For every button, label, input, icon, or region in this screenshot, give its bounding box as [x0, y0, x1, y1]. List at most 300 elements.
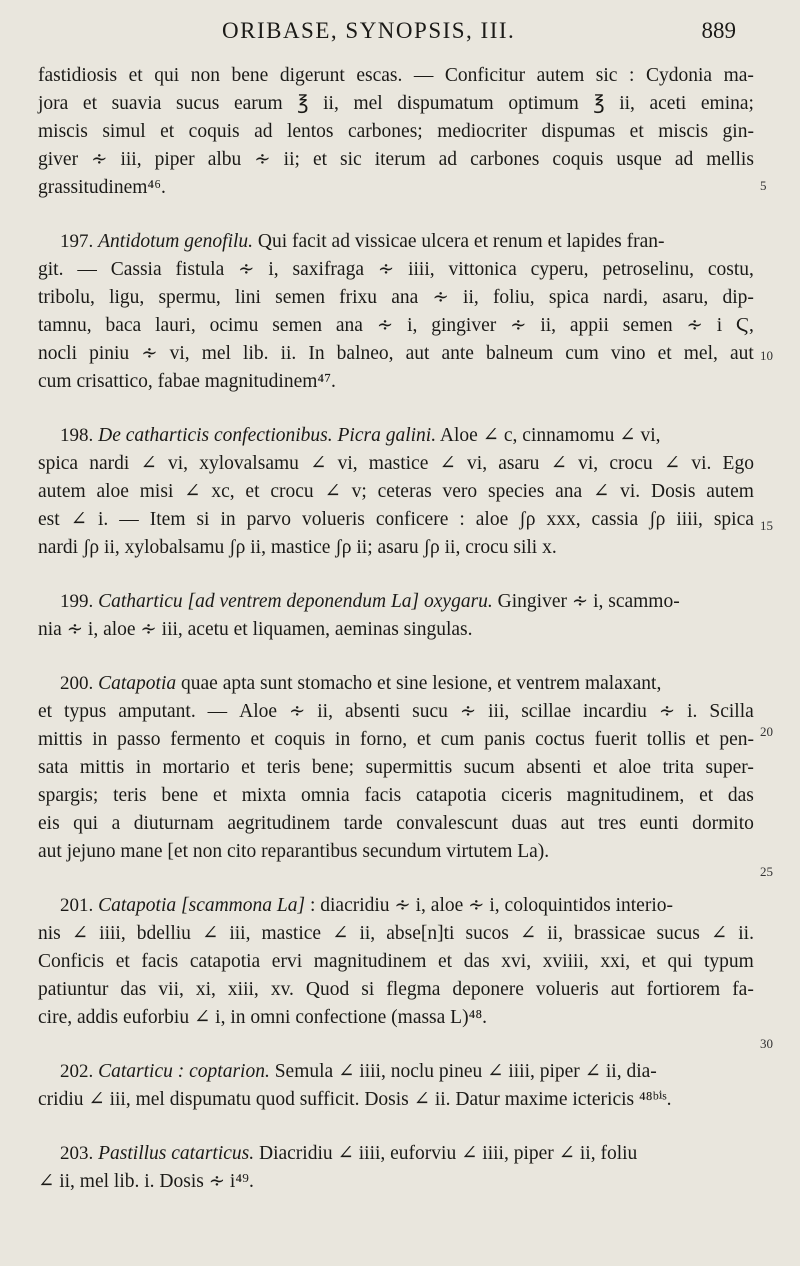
word: coquis: [552, 149, 604, 170]
word: optimum: [508, 93, 579, 114]
word: Ϛ,: [736, 315, 754, 336]
word: panis: [484, 729, 526, 750]
word: tres: [598, 813, 627, 834]
word: xc,: [211, 481, 235, 502]
section-title: Antidotum genofilu.: [98, 231, 254, 252]
word: et: [312, 149, 328, 170]
word: cum: [565, 343, 599, 364]
page-header: [0, 18, 800, 50]
word: iiii,: [676, 509, 703, 530]
word: crocu: [609, 453, 653, 474]
word: spica: [548, 287, 589, 308]
word: scillae: [521, 701, 572, 722]
word: tamnu,: [38, 315, 92, 336]
section-number: 202.: [60, 1061, 94, 1082]
word: typum: [703, 951, 754, 972]
text-line: [38, 698, 754, 726]
word: ii,: [323, 93, 339, 114]
word: tarde: [343, 813, 383, 834]
word: autem: [536, 65, 585, 86]
word: autem: [706, 481, 754, 502]
word: et: [250, 729, 265, 750]
word: ceteras: [377, 481, 432, 502]
word: forno,: [359, 729, 408, 750]
word: Item: [149, 509, 186, 530]
text-line: cire, addis euforbiu ∠ i, in omni confectione (massa L)⁴⁸.: [38, 1007, 488, 1028]
word: et: [641, 951, 656, 972]
text-line: [38, 478, 754, 506]
word: dispumatum: [397, 93, 494, 114]
word: ii,: [317, 701, 333, 722]
word: qui: [154, 65, 180, 86]
text-line: [38, 754, 754, 782]
word: et: [699, 785, 714, 806]
word: piniu: [89, 343, 130, 364]
word: in: [92, 729, 108, 750]
section-number: 197.: [60, 231, 94, 252]
word: ma-: [723, 65, 754, 86]
word: in: [220, 509, 236, 530]
word: balneum: [486, 343, 554, 364]
word: omnia: [300, 785, 350, 806]
word: ℥: [297, 93, 309, 114]
word: ∻: [432, 287, 449, 308]
text-line: [38, 588, 754, 616]
word: mediocriter: [437, 121, 528, 142]
word: vi,: [168, 453, 189, 474]
section-title: Catapotia: [98, 673, 177, 694]
word: incardiu: [582, 701, 647, 722]
word: et: [212, 785, 228, 806]
text-line: [38, 284, 754, 312]
word: trita: [662, 757, 694, 778]
word: :: [629, 65, 635, 86]
margin-line-number: 20: [760, 724, 773, 739]
text-line: [38, 948, 754, 976]
word: ervi: [271, 951, 303, 972]
word: xxi,: [600, 951, 631, 972]
word: et: [245, 481, 260, 502]
text-line: [38, 1058, 754, 1086]
text-line: cum crisattico, fabae magnitudinem⁴⁷.: [38, 371, 336, 392]
word: cum: [440, 729, 475, 750]
word: ii.: [280, 343, 297, 364]
word: semen: [275, 287, 325, 308]
section-number: 203.: [60, 1143, 94, 1164]
word: bdelliu: [136, 923, 191, 944]
section-title: Catharticu: [98, 591, 183, 612]
paragraph-201: [38, 892, 754, 1032]
margin-line-number: 25: [760, 864, 773, 879]
word: lentos: [286, 121, 334, 142]
word: autem: [38, 481, 86, 502]
word: v;: [351, 481, 367, 502]
word: bene: [231, 65, 269, 86]
word: volueris: [535, 979, 599, 1000]
word: carbones: [470, 149, 540, 170]
section-title: Catarticu : coptarion.: [98, 1061, 270, 1082]
word: aut: [405, 343, 430, 364]
word: vi,: [578, 453, 599, 474]
word: coctus: [535, 729, 585, 750]
word: eunti: [639, 813, 679, 834]
word: eis: [38, 813, 60, 834]
word: nis: [38, 923, 61, 944]
word: aloe: [475, 509, 509, 530]
word: ∠: [663, 453, 681, 474]
word: teris: [266, 757, 301, 778]
word: ∻: [510, 315, 527, 336]
word: et: [695, 729, 710, 750]
word: ii,: [540, 315, 557, 336]
word: vi.: [620, 481, 641, 502]
word: gin-: [722, 121, 754, 142]
word: jora: [38, 93, 69, 114]
word: miscis: [658, 121, 709, 142]
word: —: [77, 259, 97, 280]
word: abse[n]ti: [386, 923, 455, 944]
section-title-bracket: [ad ventrem deponendum La]: [187, 591, 420, 612]
paragraph-200: [38, 670, 754, 866]
text-segment: Aloe ∠ c, cinnamomu ∠ vi,: [439, 425, 661, 446]
word: absenti: [344, 701, 401, 722]
text-line: [38, 726, 754, 754]
word: duas: [511, 813, 548, 834]
word: ∠: [71, 923, 89, 944]
word: sucus: [656, 923, 700, 944]
text-segment: quae apta sunt stomacho et sine lesione, et ventrem malaxant,: [181, 673, 662, 694]
word: xviiii,: [542, 951, 589, 972]
word: flegma: [386, 979, 441, 1000]
word: —: [207, 701, 228, 722]
word: et: [128, 65, 143, 86]
word: xvi,: [501, 951, 532, 972]
word: et: [241, 757, 256, 778]
word: cyperu,: [530, 259, 589, 280]
paragraph-197: [38, 228, 754, 396]
word: ana: [391, 287, 419, 308]
word: sic: [595, 65, 618, 86]
word: volueris: [302, 509, 365, 530]
word: mittis: [79, 757, 125, 778]
text-line: [38, 920, 754, 948]
word: et: [416, 729, 431, 750]
word: ∠: [201, 923, 219, 944]
word: aut: [560, 813, 585, 834]
word: si: [361, 979, 375, 1000]
word: et: [438, 951, 453, 972]
word: qui: [73, 813, 99, 834]
word: escas.: [356, 65, 403, 86]
word: xylovalsamu: [199, 453, 299, 474]
word: ∻: [376, 315, 394, 336]
word: vino: [610, 343, 646, 364]
word: qui: [667, 951, 693, 972]
word: mel: [201, 343, 231, 364]
word: non: [190, 65, 220, 86]
paragraph-203: [38, 1140, 754, 1196]
section-title: Catapotia: [98, 895, 177, 916]
word: saxifraga: [292, 259, 364, 280]
word: parvo: [246, 509, 292, 530]
word: si: [196, 509, 210, 530]
word: Conficitur: [444, 65, 526, 86]
word: baca: [105, 315, 142, 336]
word: mittis: [38, 729, 83, 750]
text-line: [38, 146, 754, 174]
word: typus: [64, 701, 107, 722]
text-line: cridiu ∠ iii, mel dispumatu quod sufficit. Dosis ∠ ii. Datur maxime ictericis ⁴⁸ᵇⁱˢ.: [38, 1089, 672, 1110]
word: usque: [616, 149, 662, 170]
text-segment: Diacridiu ∠ iiii, euforviu ∠ iiii, piper ∠ ii, foliu: [259, 1143, 638, 1164]
text-line: [38, 976, 754, 1004]
word: ∻: [377, 259, 395, 280]
word: i.: [97, 509, 109, 530]
text-line: ∠ ii, mel lib. i. Dosis ∻ i⁴⁹.: [38, 1171, 254, 1192]
word: —: [413, 65, 434, 86]
word: iterum: [374, 149, 426, 170]
word: Cydonia: [645, 65, 713, 86]
text-line: [38, 892, 754, 920]
word: dispumas: [541, 121, 616, 142]
word: iiii,: [99, 923, 126, 944]
word: ∠: [592, 481, 610, 502]
text-line: [38, 340, 754, 368]
word: diuturnam: [133, 813, 214, 834]
word: xxx,: [546, 509, 581, 530]
word: xv.: [270, 979, 294, 1000]
word: iiii,: [408, 259, 435, 280]
word: et: [629, 121, 644, 142]
word: coquis: [274, 729, 326, 750]
word: digerunt: [279, 65, 345, 86]
word: petroselinu,: [602, 259, 694, 280]
section-title: De catharticis confectionibus. Picra galini.: [98, 425, 437, 446]
word: nardi,: [603, 287, 649, 308]
word: frixu: [339, 287, 378, 308]
word: sucos: [465, 923, 509, 944]
word: lini: [234, 287, 261, 308]
word: vi,: [467, 453, 488, 474]
word: dip-: [722, 287, 754, 308]
word: aloe: [96, 481, 129, 502]
section-title: Pastillus catarticus.: [98, 1143, 255, 1164]
word: semen: [272, 315, 323, 336]
margin-line-number: 10: [760, 348, 773, 363]
word: et: [38, 701, 53, 722]
word: mellis: [706, 149, 754, 170]
word: magnitudinem,: [566, 785, 685, 806]
word: fistula: [175, 259, 225, 280]
section-title-tail: oxygaru.: [424, 591, 493, 612]
word: spica: [38, 453, 79, 474]
word: patiuntur: [38, 979, 109, 1000]
margin-line-number: 5: [760, 178, 767, 193]
margin-line-number: 15: [760, 518, 773, 533]
text-segment: Semula ∠ iiii, noclu pineu ∠ iiii, piper ∠ ii, dia-: [274, 1061, 657, 1082]
word: asaru: [498, 453, 540, 474]
word: emina;: [700, 93, 754, 114]
word: catapotia: [416, 785, 487, 806]
text-line: [38, 62, 754, 90]
word: species: [487, 481, 545, 502]
word: piper: [154, 149, 195, 170]
word: Dosis: [651, 481, 696, 502]
word: In: [308, 343, 325, 364]
word: passo: [117, 729, 161, 750]
paragraph-continuation: [38, 62, 754, 202]
word: costu,: [707, 259, 754, 280]
word: iii,: [229, 923, 251, 944]
section-number: 200.: [60, 673, 94, 694]
word: Aloe: [239, 701, 278, 722]
page-number: 889: [701, 18, 736, 43]
word: tribolu,: [38, 287, 95, 308]
word: mastice: [368, 453, 429, 474]
text-line: [38, 256, 754, 284]
word: ana: [335, 315, 363, 336]
word: appii: [569, 315, 609, 336]
word: aut: [610, 979, 635, 1000]
word: spica: [713, 509, 754, 530]
word: miscis: [38, 121, 88, 142]
word: Scilla: [709, 701, 754, 722]
word: sucus: [176, 93, 220, 114]
word: foliu,: [492, 287, 535, 308]
text-line: [38, 506, 754, 534]
word: ii.: [738, 923, 754, 944]
word: absenti: [526, 757, 582, 778]
word: convalescunt: [396, 813, 498, 834]
word: ii,: [463, 287, 479, 308]
word: sata: [38, 757, 69, 778]
word: ∠: [550, 453, 567, 474]
word: aloe: [618, 757, 652, 778]
word: et: [160, 121, 175, 142]
word: semen: [622, 315, 673, 336]
word: i.: [687, 701, 698, 722]
word: catapotia: [189, 951, 261, 972]
word: ad: [674, 149, 694, 170]
word: ∻: [658, 701, 676, 722]
text-segment: : diacridiu ∻ i, aloe ∻ i, coloquintidos interio-: [309, 895, 673, 916]
word: nocli: [38, 343, 77, 364]
text-segment: Gingiver ∻ i, scammo-: [497, 591, 680, 612]
word: ∠: [439, 453, 456, 474]
text-line: [38, 782, 754, 810]
word: mastice: [261, 923, 322, 944]
word: ii,: [359, 923, 376, 944]
text-line: [38, 312, 754, 340]
word: cassia: [591, 509, 639, 530]
word: ∻: [459, 701, 477, 722]
text-segment: Qui facit ad vissicae ulcera et renum et lapides fran-: [257, 231, 665, 252]
word: fuerit: [594, 729, 637, 750]
word: tollis: [646, 729, 686, 750]
text-line: nia ∻ i, aloe ∻ iii, acetu et liquamen, aeminas singulas.: [38, 619, 473, 640]
word: Ego: [722, 453, 754, 474]
word: aut: [729, 343, 754, 364]
word: sic: [340, 149, 362, 170]
word: ∠: [710, 923, 728, 944]
word: sucu: [412, 701, 448, 722]
word: ad: [254, 121, 273, 142]
word: ∻: [686, 315, 703, 336]
paragraph-198: [38, 422, 754, 562]
word: sucum: [463, 757, 515, 778]
word: spargis;: [38, 785, 99, 806]
word: et: [657, 343, 672, 364]
word: et: [82, 93, 97, 114]
word: nardi: [89, 453, 130, 474]
text-line: [38, 670, 754, 698]
section-number: 198.: [60, 425, 94, 446]
word: asaru,: [662, 287, 709, 308]
text-line: [38, 1140, 754, 1168]
word: lauri,: [155, 315, 196, 336]
word: iii,: [120, 149, 142, 170]
word: magnitudinem: [313, 951, 427, 972]
word: aceti: [649, 93, 687, 114]
word: ∠: [310, 453, 327, 474]
word: ∠: [184, 481, 201, 502]
word: fastidiosis: [38, 65, 118, 86]
word: das: [463, 951, 490, 972]
word: coquis: [188, 121, 240, 142]
word: ∻: [254, 149, 271, 170]
word: balneo,: [336, 343, 394, 364]
word: mixta: [241, 785, 287, 806]
word: supermittis: [365, 757, 453, 778]
word: ʃρ: [649, 509, 666, 530]
word: ʃρ: [519, 509, 536, 530]
word: suavia: [111, 93, 162, 114]
word: vi,: [169, 343, 190, 364]
word: Cassia: [110, 259, 162, 280]
word: xiii,: [227, 979, 259, 1000]
word: teris: [113, 785, 147, 806]
word: in: [335, 729, 351, 750]
word: et: [592, 757, 608, 778]
word: giver: [38, 149, 79, 170]
word: est: [38, 509, 60, 530]
body-text: [38, 62, 754, 1222]
word: ii,: [547, 923, 563, 944]
word: mortario: [162, 757, 230, 778]
word: spermu,: [158, 287, 221, 308]
word: misi: [139, 481, 174, 502]
word: —: [119, 509, 139, 530]
word: ∻: [288, 701, 306, 722]
word: amputant.: [118, 701, 196, 722]
word: ocimu: [209, 315, 259, 336]
word: albu: [207, 149, 242, 170]
text-line: [38, 90, 754, 118]
word: crocu: [270, 481, 314, 502]
word: ∠: [519, 923, 537, 944]
word: ligu,: [109, 287, 145, 308]
word: mel,: [683, 343, 718, 364]
word: ii,: [619, 93, 635, 114]
text-line: nardi ʃρ ii, xylobalsamu ʃρ ii, mastice ʃρ ii; asaru ʃρ ii, crocu sili x.: [38, 537, 557, 558]
paragraph-202: [38, 1058, 754, 1114]
word: pen-: [719, 729, 754, 750]
word: fortiorem: [646, 979, 721, 1000]
word: facis: [141, 951, 179, 972]
word: earum: [233, 93, 283, 114]
word: ii;: [283, 149, 300, 170]
word: aegritudinem: [227, 813, 331, 834]
